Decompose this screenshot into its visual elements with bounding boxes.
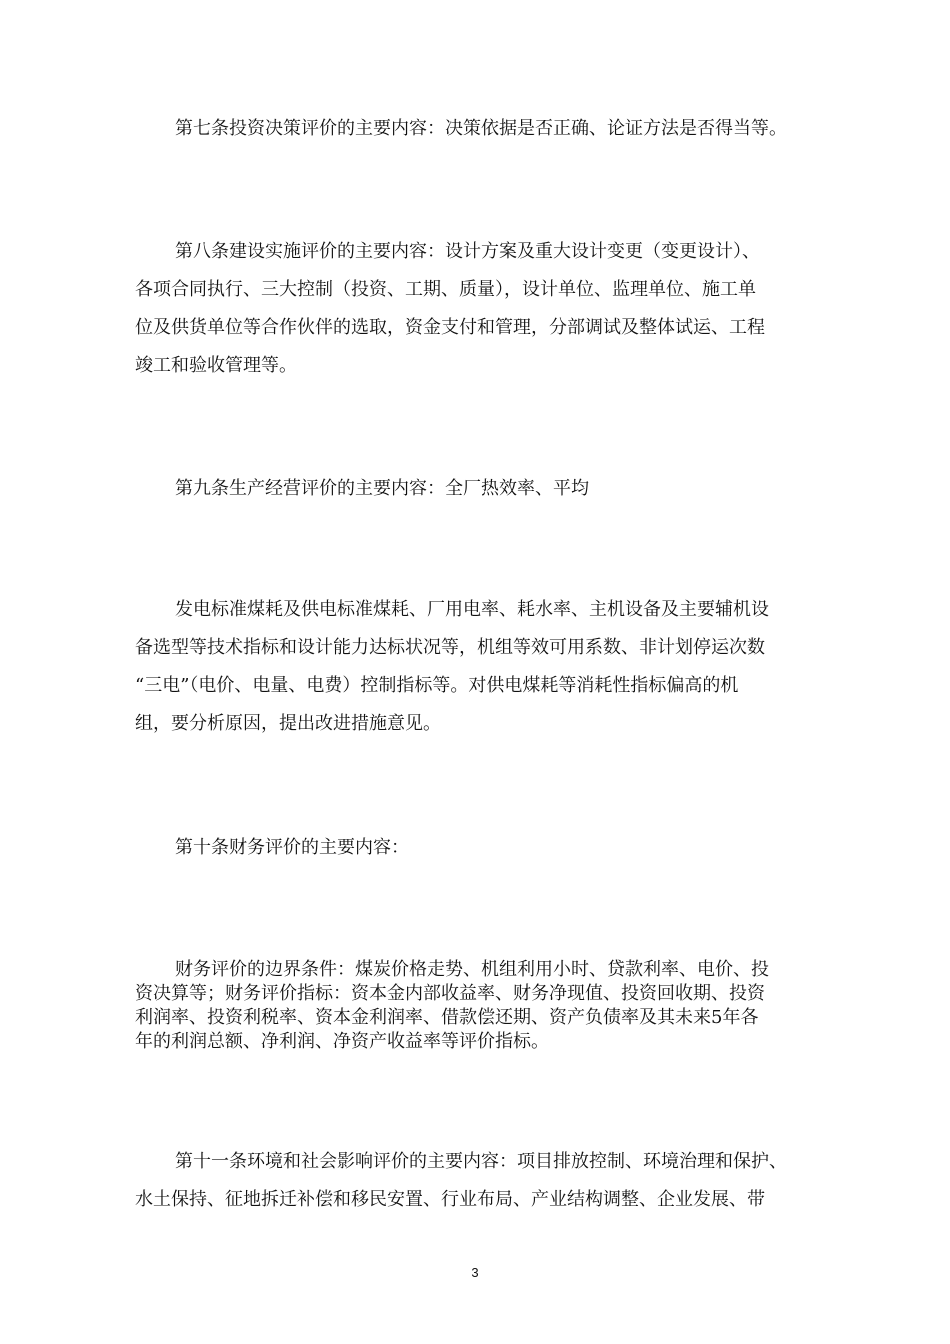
text-line: 水土保持、征地拆迁补偿和移民安置、行业布局、产业结构调整、企业发展、带 <box>135 1189 765 1210</box>
article-7-paragraph <box>135 114 815 144</box>
text-line: 第九条生产经营评价的主要内容：全厂热效率、平均 <box>175 478 589 499</box>
text-line: 年的利润总额、净利润、净资产收益率等评价指标。 <box>135 1031 549 1052</box>
article-9-continuation-paragraph <box>135 591 815 743</box>
article-10-paragraph <box>135 833 815 863</box>
text-line: 发电标准煤耗及供电标准煤耗、厂用电率、耗水率、主机设备及主要辅机设 <box>175 599 769 620</box>
article-8-paragraph <box>135 233 815 385</box>
article-11-paragraph <box>135 1143 815 1219</box>
text-line: 资决算等；财务评价指标：资本金内部收益率、财务净现值、投资回收期、投资 <box>135 983 765 1004</box>
page-number: 3 <box>471 1265 479 1280</box>
text-line: 第十条财务评价的主要内容： <box>175 837 409 858</box>
text-line: 利润率、投资利税率、资本金利润率、借款偿还期、资产负债率及其未来5年各 <box>135 1007 759 1028</box>
text-line: 备选型等技术指标和设计能力达标状况等，机组等效可用系数、非计划停运次数 <box>135 637 765 658</box>
text-line: 组，要分析原因，提出改进措施意见。 <box>135 713 441 734</box>
text-line: 第十一条环境和社会影响评价的主要内容：项目排放控制、环境治理和保护、 <box>175 1151 787 1172</box>
text-line: 第七条投资决策评价的主要内容：决策依据是否正确、论证方法是否得当等。 <box>175 118 787 139</box>
text-line: “三电”（电价、电量、电费）控制指标等。对供电煤耗等消耗性指标偏高的机 <box>135 675 739 696</box>
financial-evaluation-paragraph <box>135 958 815 1054</box>
text-line: 第八条建设实施评价的主要内容：设计方案及重大设计变更（变更设计）、 <box>175 241 760 262</box>
text-line: 财务评价的边界条件：煤炭价格走势、机组利用小时、贷款利率、电价、投 <box>175 959 769 980</box>
article-9-paragraph <box>135 474 815 504</box>
text-line: 竣工和验收管理等。 <box>135 355 297 376</box>
text-line: 各项合同执行、三大控制（投资、工期、质量），设计单位、监理单位、施工单 <box>135 279 756 300</box>
text-line: 位及供货单位等合作伙伴的选取，资金支付和管理，分部调试及整体试运、工程 <box>135 317 765 338</box>
